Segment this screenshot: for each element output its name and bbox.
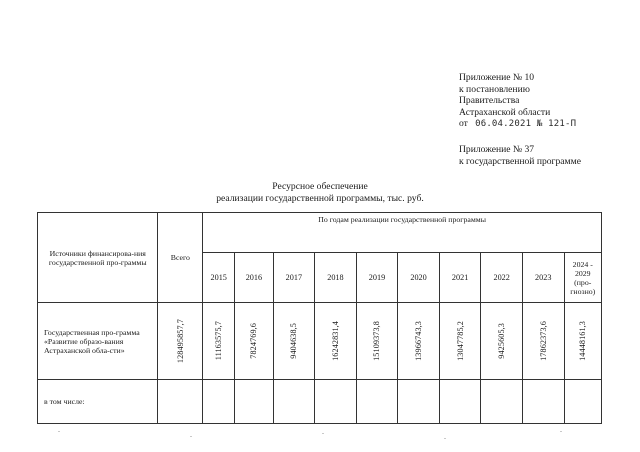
- value-cell: [481, 303, 523, 380]
- document-subtitle: реализации государственной программы, тыс. руб.: [216, 193, 424, 204]
- forecast-line: (про-: [574, 277, 592, 287]
- value-cell: [235, 303, 273, 380]
- empty-cell: [398, 380, 440, 424]
- empty-cell: [439, 380, 481, 424]
- year-header: 2017: [273, 253, 315, 303]
- year-header: 2020: [398, 253, 440, 303]
- total-cell: [158, 303, 203, 380]
- table-row: [38, 380, 602, 424]
- by-years-header: По годам реализации государственной программы: [203, 213, 602, 253]
- forecast-line: 2029: [574, 268, 591, 278]
- year-value: 11163575,7: [214, 321, 224, 361]
- appendix-line: Астраханской области: [459, 106, 551, 118]
- year-value: 13047785,2: [455, 321, 465, 361]
- value-cell: [315, 303, 357, 380]
- scan-speck: [444, 438, 446, 439]
- document-title: Ресурсное обеспечение: [272, 181, 368, 192]
- year-header: 2021: [439, 253, 481, 303]
- subtotal-label: в том числе:: [38, 380, 158, 424]
- appendix-line: Приложение № 37: [459, 143, 535, 155]
- empty-cell: [158, 380, 203, 424]
- appendix-line: Правительства: [459, 95, 520, 107]
- scan-speck: [58, 431, 60, 432]
- value-cell: [203, 303, 235, 380]
- scan-speck: [560, 431, 562, 432]
- date-prefix: от: [459, 118, 468, 130]
- resource-table: [37, 212, 602, 424]
- year-value: 13966743,3: [414, 321, 424, 361]
- value-cell: [356, 303, 398, 380]
- table-row: [38, 303, 602, 380]
- year-header: 2018: [315, 253, 357, 303]
- appendix-line: к государственной программе: [459, 155, 581, 167]
- year-header: 2015: [203, 253, 235, 303]
- total-header: Всего: [158, 213, 203, 303]
- year-header: 2016: [235, 253, 273, 303]
- year-value: 17862373,6: [538, 321, 548, 361]
- appendix-date-line: [459, 118, 581, 131]
- year-value: 9404638,5: [289, 323, 299, 359]
- value-cell: [273, 303, 315, 380]
- handwritten-date: 06.04.2021 № 121-П: [475, 119, 577, 130]
- year-value: 7824769,6: [249, 323, 259, 359]
- empty-cell: [235, 380, 273, 424]
- forecast-line: 2024 -: [572, 259, 593, 269]
- appendix-line: Приложение № 10: [459, 72, 535, 83]
- year-value: 16242831,4: [330, 321, 340, 361]
- year-header: 2022: [481, 253, 523, 303]
- empty-cell: [356, 380, 398, 424]
- empty-cell: [315, 380, 357, 424]
- forecast-line: гнозно): [570, 286, 596, 296]
- empty-cell: [522, 380, 564, 424]
- year-header-forecast: [564, 253, 602, 303]
- year-header: 2019: [356, 253, 398, 303]
- scan-speck: [322, 433, 324, 434]
- year-value: 15109373,8: [372, 321, 382, 361]
- appendix-line: к постановлению: [459, 83, 530, 95]
- sources-header: Источники финансирова-ния государственной про-граммы: [38, 213, 158, 303]
- program-label: Государственная про-грамма «Развитие образо-вания Астраханской обла-сти»: [38, 303, 158, 380]
- empty-cell: [481, 380, 523, 424]
- scan-speck: [190, 436, 192, 437]
- value-cell: [522, 303, 564, 380]
- value-cell: [439, 303, 481, 380]
- value-cell: [398, 303, 440, 380]
- empty-cell: [273, 380, 315, 424]
- year-value: 14448161,3: [578, 321, 588, 361]
- total-value: 128495857,7: [175, 318, 185, 364]
- table-header-row: [38, 213, 602, 253]
- year-header: 2023: [522, 253, 564, 303]
- value-cell: [564, 303, 602, 380]
- empty-cell: [203, 380, 235, 424]
- empty-cell: [564, 380, 602, 424]
- year-value: 9425605,3: [497, 323, 507, 359]
- appendix-block: [459, 72, 581, 167]
- spacer: [459, 131, 581, 144]
